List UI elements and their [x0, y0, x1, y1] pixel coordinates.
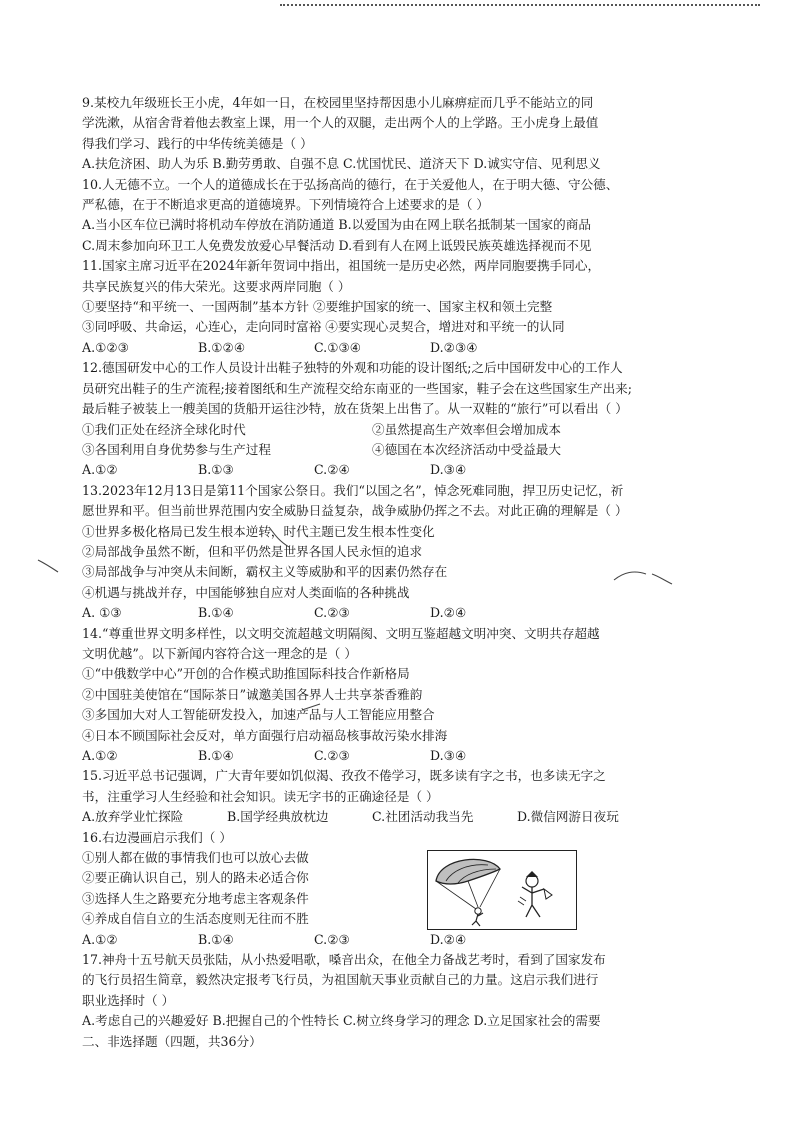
q16-choice-d: D.②④: [430, 931, 467, 947]
q12-item-2: ②虽然提高生产效率但会增加成本: [372, 421, 561, 437]
question-12: [82, 358, 702, 480]
q14-choice-a: A.①②: [82, 748, 118, 763]
q9-stem-1: 9.某校九年级班长王小虎，4年如一日，在校园里坚持帮因患小儿麻痹症而几乎不能站立的同: [82, 95, 594, 110]
q16-choice-c: C.②③: [314, 931, 350, 947]
question-9: [82, 93, 702, 175]
question-list: [82, 93, 702, 1052]
q13-stem-1: 13.2023年12月13日是第11个国家公祭日。我们“以国之名”，悼念死难同胞，捍卫历史记忆，祈: [82, 482, 624, 498]
q14-stem-1: 14.“尊重世界文明多样性，以文明交流超越文明隔阂、文明互鉴超越文明冲突、文明共存超越: [82, 625, 600, 641]
question-11: [82, 256, 702, 358]
q10-stem-1: 10.人无德不立。一个人的道德成长在于弘扬高尚的德行，在于关爱他人，在于明大德、守公德、: [82, 176, 619, 192]
q10-options-cd: C.周末参加向环卫工人免费发放爱心早餐活动 D.看到有人在网上诋毁民族英雄选择视而不见: [82, 237, 592, 253]
question-15: [82, 766, 702, 827]
jumper-body: [472, 913, 483, 926]
question-14: [82, 624, 702, 767]
q14-item-3: ③多国加大对人工智能研发投入，加速产品与人工智能应用整合: [82, 707, 435, 723]
q17-options: A.考虑自己的兴趣爱好 B.把握自己的个性特长 C.树立终身学习的理念 D.立足国家社会的需要: [82, 1013, 601, 1029]
q17-stem-1: 17.神舟十五号航天员张陆，从小热爱唱歌，嗓音出众，在他全力备战艺考时，看到了国家发布: [82, 952, 606, 968]
pencil-mark: [612, 566, 676, 588]
q14-choice-d: D.③④: [430, 748, 467, 763]
q17-stem-3: 职业选择时（ ）: [82, 992, 175, 1008]
q15-choice-b: B.国学经典放枕边: [227, 809, 329, 825]
question-10: [82, 175, 702, 257]
q15-choice-c: C.社团活动我当先: [372, 809, 474, 825]
section-2-heading: 二、非选择题（四题，共36分）: [82, 1033, 262, 1049]
q9-stem-2: 学洗漱，从宿舍背着他去教室上课，用一个人的双腿，走出两个人的上学路。王小虎身上最值: [82, 115, 599, 131]
q13-stem-2: 愿世界和平。但当前世界范围内安全威胁日益复杂，战争威胁仍挥之不去。对此正确的理解是（ ）: [82, 503, 628, 519]
q13-item-2: ②局部战争虽然不断，但和平仍然是世界各国人民永恒的追求: [82, 543, 423, 559]
q14-item-2: ②中国驻美使馆在“国际茶日”诚邀美国各界人士共享茶香雅韵: [82, 686, 423, 702]
q11-items-34: ③同呼吸、共命运，心连心，走向同时富裕 ④要实现心灵契合，增进对和平统一的认同: [82, 319, 565, 335]
q12-choice-a: A.①②: [82, 462, 118, 478]
q12-stem-2: 员研究出鞋子的生产流程;接着图纸和生产流程交给东南亚的一些国家，鞋子会在这些国家生产出来;: [82, 380, 633, 396]
q11-choices: [82, 338, 702, 358]
q14-choice-b: B.①④: [198, 748, 234, 763]
question-17: [82, 950, 702, 1032]
q16-item-2: ②要正确认识自己，别人的路未必适合你: [82, 870, 309, 886]
q15-choice-d: D.微信网游日夜玩: [517, 809, 619, 825]
pencil-mark: [265, 523, 295, 551]
q11-stem-2: 共享民族复兴的伟大荣光。这要求两岸同胞（ ）: [82, 278, 351, 294]
question-16: [82, 828, 702, 950]
q13-item-4: ④机遇与挑战并存，中国能够独自应对人类面临的各种挑战: [82, 584, 410, 600]
q11-choice-a: A.①②③: [82, 339, 129, 355]
q12-item-4: ④德国在本次经济活动中受益最大: [372, 441, 561, 457]
q15-choice-a: A.放弃学业忙探险: [82, 809, 184, 825]
parachute-canopy: [436, 859, 500, 884]
q14-choices: [82, 746, 702, 766]
q12-item-3: ③各国利用自身优势参与生产过程: [82, 441, 271, 457]
q12-items-row-1: [82, 420, 702, 440]
watcher-parachute-pack: [544, 889, 552, 899]
q12-items-row-2: [82, 440, 702, 460]
watcher-body: [522, 887, 544, 917]
parachute-cartoon: [427, 850, 577, 930]
q11-choice-c: C.①③④: [314, 339, 362, 355]
q16-choice-a: A.①②: [82, 931, 118, 947]
q15-stem-2: 书，注重学习人生经验和社会知识。读无字书的正确途径是（ ）: [82, 788, 439, 804]
q15-choices: [82, 807, 702, 827]
q12-choice-d: D.③④: [430, 462, 467, 478]
q12-item-1: ①我们正处在经济全球化时代: [82, 421, 246, 437]
q16-item-3: ③选择人生之路要充分地考虑主客观条件: [82, 890, 309, 906]
pencil-mark: [300, 700, 324, 714]
q13-choice-c: C.②③: [314, 605, 350, 621]
q15-stem-1: 15.习近平总书记强调，广大青年要如饥似渴、孜孜不倦学习，既多读有字之书，也多读无字之: [82, 768, 606, 784]
q13-item-1: ①世界多极化格局已发生根本逆转，时代主题已发生根本性变化: [82, 523, 435, 539]
q11-choice-d: D.②③④: [430, 339, 478, 355]
q10-stem-2: 严私德，在于不断追求更高的道德境界。下列情境符合上述要求的是（ ）: [82, 197, 490, 213]
q11-choice-b: B.①②④: [198, 339, 246, 355]
q17-stem-2: 的飞行员招生简章，毅然决定报考飞行员，为祖国航天事业贡献自己的力量。这启示我们进行: [82, 972, 599, 988]
q13-item-3: ③局部战争与冲突从未间断，霸权主义等威胁和平的因素仍然存在: [82, 564, 448, 580]
jumper-head: [475, 907, 481, 913]
q13-choice-b: B.①④: [198, 605, 234, 621]
q12-choice-c: C.②④: [314, 462, 350, 478]
motion-lines: [518, 897, 526, 905]
q9-stem-3: 得我们学习、践行的中华传统美德是（ ）: [82, 135, 313, 151]
q14-item-1: ①“中俄数学中心”开创的合作模式助推国际科技合作新格局: [82, 666, 410, 682]
q16-item-4: ④养成自信自立的生活态度则无往而不胜: [82, 911, 309, 927]
q12-stem-1: 12.德国研发中心的工作人员设计出鞋子独特的外观和功能的设计图纸;之后中国研发中心的工作人: [82, 360, 623, 376]
watcher-hat: [526, 871, 538, 877]
parachute-string: [468, 881, 478, 907]
q11-stem-1: 11.国家主席习近平在2024年新年贺词中指出，祖国统一是历史必然，两岸同胞要携手同心，: [82, 258, 601, 274]
q14-choice-c: C.②③: [314, 748, 350, 763]
q9-options: A.扶危济困、助人为乐 B.勤劳勇敢、自强不息 C.忧国忧民、道济天下 D.诚实守信、见利思义: [82, 156, 601, 172]
q11-items-12: ①要坚持“和平统一、一国两制”基本方针 ②要维护国家的统一、国家主权和领土完整: [82, 299, 553, 315]
q16-item-1: ①别人都在做的事情我们也可以放心去做: [82, 850, 309, 866]
q14-stem-2: 文明优越”。以下新闻内容符合这一理念的是（ ）: [82, 645, 357, 661]
q13-choices: [82, 603, 702, 623]
q13-choice-a: A. ①③: [82, 605, 122, 621]
cropped-header-line: [280, 0, 760, 6]
q16-choice-b: B.①④: [198, 931, 234, 947]
q16-choices: [82, 930, 702, 950]
q14-item-4: ④日本不顾国际社会反对，单方面强行启动福岛核事故污染水排海: [82, 727, 448, 743]
q16-stem: 16.右边漫画启示我们（ ）: [82, 829, 232, 845]
q12-stem-3: 最后鞋子被装上一艘美国的货船开运往沙特，放在货架上出售了。从一双鞋的“旅行”可以看出（ ）: [82, 401, 628, 417]
q12-choice-b: B.①③: [198, 462, 234, 478]
pencil-mark: [36, 556, 66, 576]
q13-choice-d: D.②④: [430, 605, 467, 621]
parachute-cartoon-drawing: [428, 851, 576, 929]
q12-choices: [82, 460, 702, 480]
q10-options-ab: A.当小区车位已满时将机动车停放在消防通道 B.以爱国为由在网上联名抵制某一国家的商品: [82, 217, 591, 233]
question-13: [82, 481, 702, 624]
